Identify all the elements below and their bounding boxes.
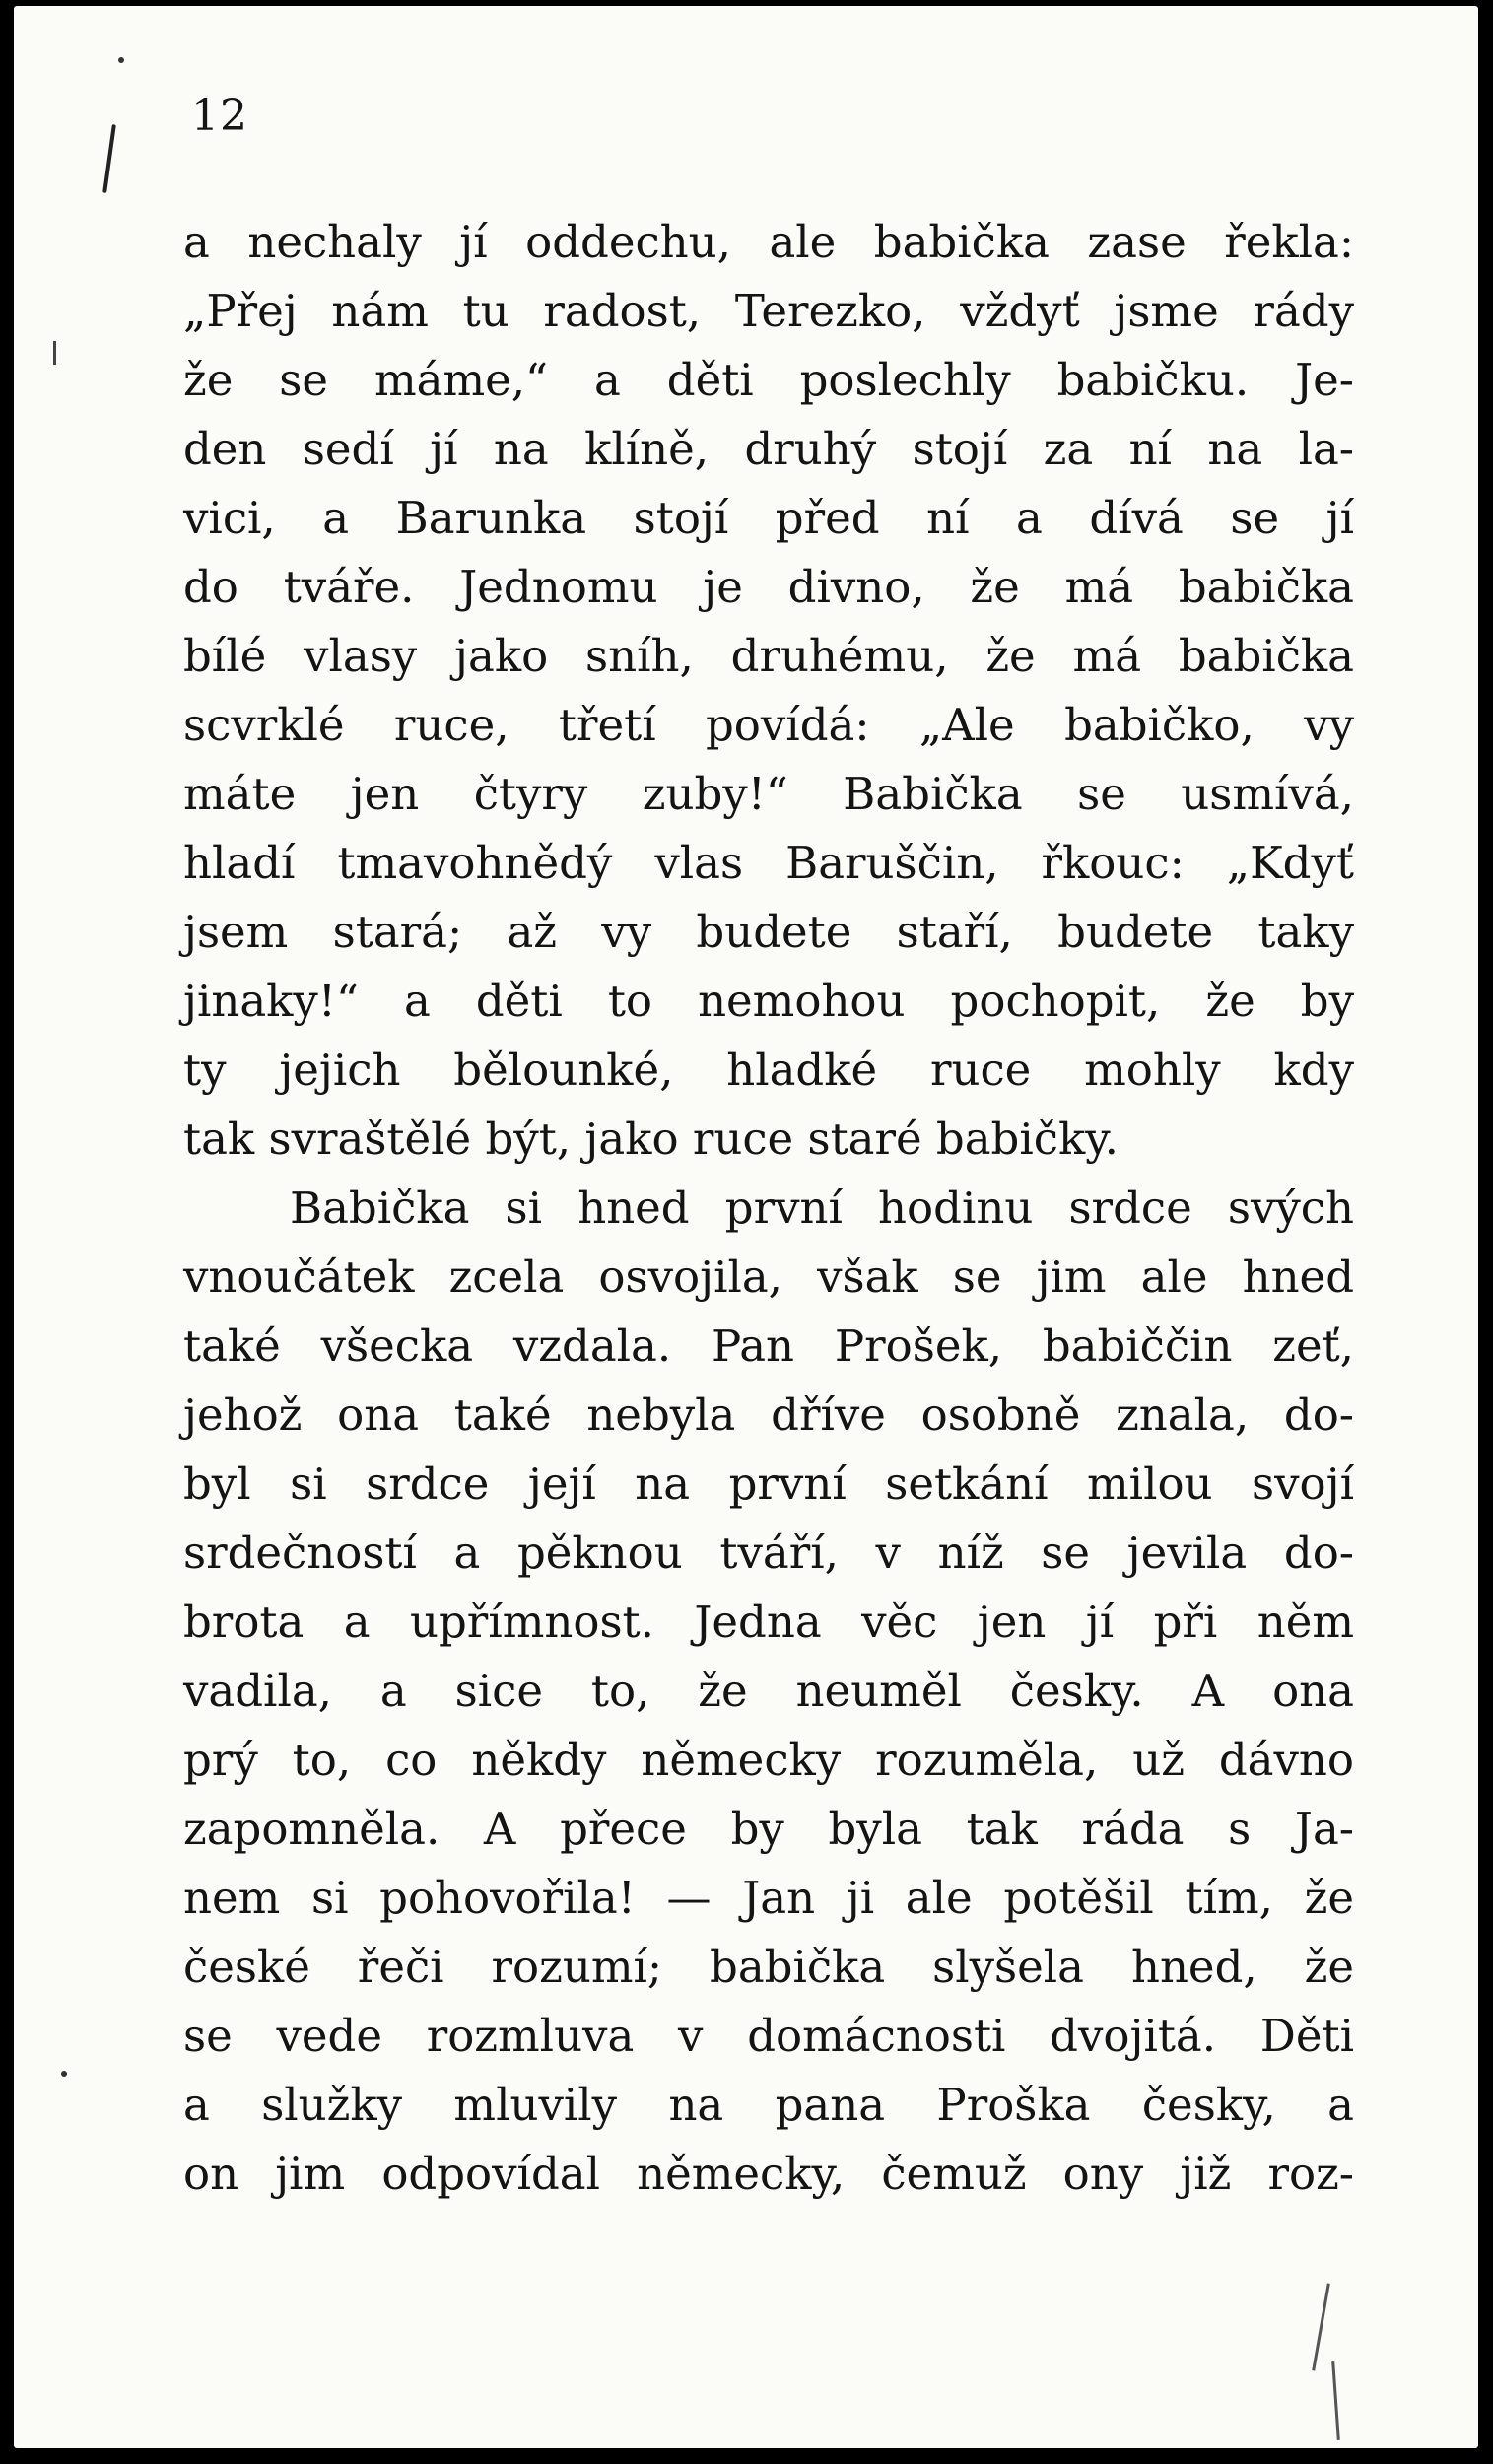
text-line: jsem stará; až vy budete staří, budete taky xyxy=(183,906,1354,958)
text-line: jehož ona také nebyla dříve osobně znala, do- xyxy=(183,1389,1354,1441)
text-line: ty jejich bělounké, hladké ruce mohly kdy xyxy=(183,1044,1354,1096)
pencil-mark xyxy=(102,124,116,193)
text-line: vici, a Barunka stojí před ní a dívá se jí xyxy=(183,492,1354,544)
text-line: srdečností a pěknou tváří, v níž se jevila do- xyxy=(183,1527,1354,1579)
text-line: nem si pohovořila! — Jan ji ale potěšil tím, že xyxy=(183,1872,1354,1924)
text-line: do tváře. Jednomu je divno, že má babička xyxy=(183,561,1354,613)
text-line: vnoučátek zcela osvojila, však se jim ale hned xyxy=(183,1251,1354,1303)
text-line: se vede rozmluva v domácnosti dvojitá. Děti xyxy=(183,2010,1354,2062)
text-line: také všecka vzdala. Pan Prošek, babiččin zeť, xyxy=(183,1320,1354,1372)
pencil-mark xyxy=(1312,2283,1330,2370)
text-line: tak svraštělé být, jako ruce staré babičky. xyxy=(183,1113,1119,1165)
text-line: že se máme,“ a děti poslechly babičku. Je- xyxy=(183,354,1354,406)
text-line: on jim odpovídal německy, čemuž ony již roz- xyxy=(183,2148,1354,2200)
text-line: a nechaly jí oddechu, ale babička zase řekla: xyxy=(183,216,1354,268)
text-line: vadila, a sice to, že neuměl česky. A ona xyxy=(183,1665,1354,1717)
body-text xyxy=(183,208,1354,2209)
text-line: brota a upřímnost. Jedna věc jen jí při něm xyxy=(183,1596,1354,1648)
text-line: české řeči rozumí; babička slyšela hned, že xyxy=(183,1941,1354,1993)
text-line: byl si srdce její na první setkání milou svojí xyxy=(183,1458,1354,1510)
ink-speck xyxy=(61,2071,67,2077)
page-number: 12 xyxy=(191,91,248,141)
text-line: bílé vlasy jako sníh, druhému, že má babička xyxy=(183,630,1354,682)
text-line: hladí tmavohnědý vlas Baruščin, řkouc: „Kdyť xyxy=(183,837,1354,889)
text-line: jinaky!“ a děti to nemohou pochopit, že by xyxy=(183,975,1354,1027)
text-line: prý to, co někdy německy rozuměla, už dávno xyxy=(183,1734,1354,1786)
text-line: zapomněla. A přece by byla tak ráda s Ja- xyxy=(183,1803,1354,1855)
text-line: den sedí jí na klíně, druhý stojí za ní na la- xyxy=(183,423,1354,475)
text-line: Babička si hned první hodinu srdce svých xyxy=(290,1182,1354,1234)
text-line: „Přej nám tu radost, Terezko, vždyť jsme rády xyxy=(183,285,1354,337)
book-page xyxy=(14,6,1478,2448)
ink-speck xyxy=(118,57,124,63)
text-line: scvrklé ruce, třetí povídá: „Ale babičko, vy xyxy=(183,699,1354,751)
text-line: a služky mluvily na pana Proška česky, a xyxy=(183,2079,1354,2131)
ink-speck xyxy=(53,341,56,365)
text-line: máte jen čtyry zuby!“ Babička se usmívá, xyxy=(183,768,1354,820)
pencil-mark xyxy=(1331,2361,1340,2440)
